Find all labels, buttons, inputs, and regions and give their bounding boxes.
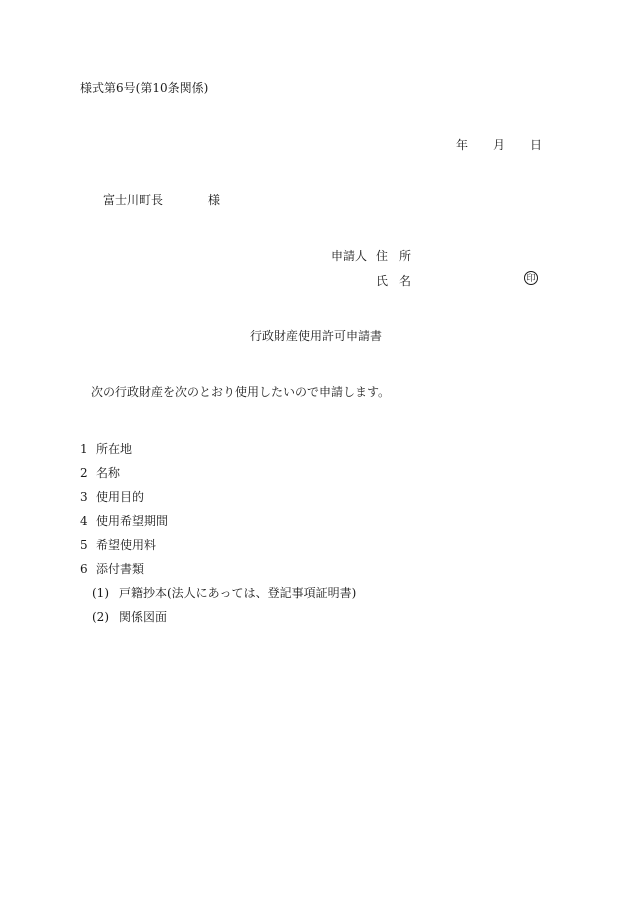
item-number: 6: [80, 562, 88, 576]
attachment-label: 戸籍抄本(法人にあっては、登記事項証明書): [119, 586, 357, 600]
name-label-first: 氏: [376, 274, 389, 288]
attachment-number: (2): [92, 610, 109, 624]
attachment-number: (1): [92, 586, 109, 600]
item-number: 4: [80, 514, 88, 528]
attachment-label: 関係図面: [119, 610, 168, 624]
date-year-label: 年: [456, 138, 469, 152]
addressee-honorific: 様: [208, 193, 221, 207]
item-number: 2: [80, 466, 88, 480]
item-label: 使用目的: [96, 490, 145, 504]
item-label: 所在地: [96, 442, 133, 456]
item-number: 3: [80, 490, 88, 504]
item-label: 使用希望期間: [96, 514, 169, 528]
item-number: 5: [80, 538, 88, 552]
form-number: 様式第6号(第10条関係): [80, 81, 209, 95]
seal-icon: 印: [524, 271, 538, 285]
date-month-label: 月: [493, 138, 506, 152]
item-label: 希望使用料: [96, 538, 157, 552]
name-label-second: 名: [399, 274, 412, 288]
addressee-name: 富士川町長: [103, 193, 164, 207]
address-label-second: 所: [399, 249, 412, 263]
document-title: 行政財産使用許可申請書: [250, 329, 383, 343]
item-number: 1: [80, 442, 88, 456]
item-label: 名称: [96, 466, 121, 480]
address-label-first: 住: [376, 249, 389, 263]
body-text: 次の行政財産を次のとおり使用したいので申請します。: [91, 385, 391, 399]
item-label: 添付書類: [96, 562, 145, 576]
date-day-label: 日: [530, 138, 543, 152]
applicant-label: 申請人: [331, 249, 368, 263]
